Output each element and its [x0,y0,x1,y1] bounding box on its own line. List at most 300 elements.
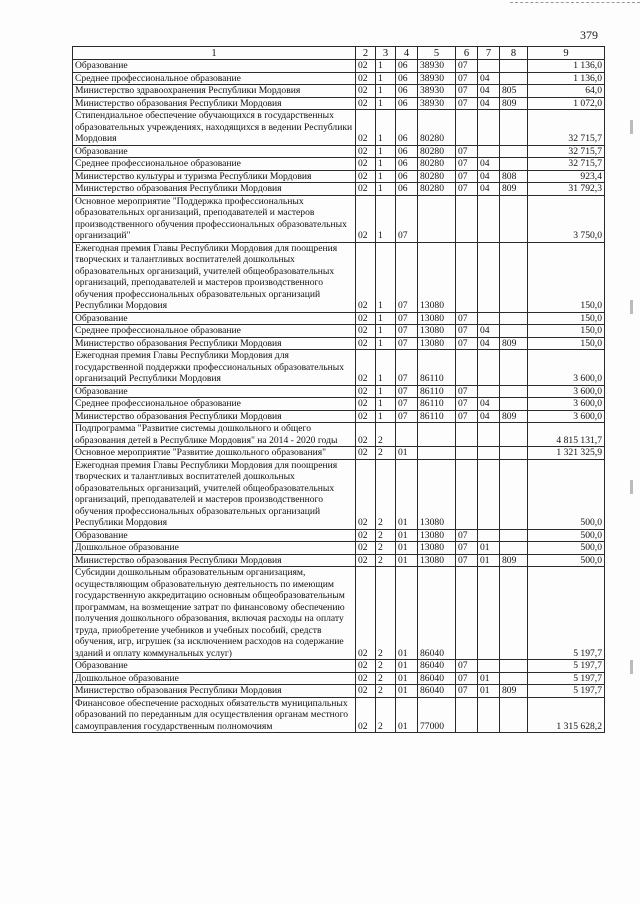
code-cell: 2 [376,685,396,698]
code-cell: 01 [478,554,500,567]
row-name-cell: Образование [73,145,356,158]
code-cell: 809 [500,97,528,110]
code-cell: 01 [396,459,418,529]
row-name-cell: Среднее профессиональное образование [73,72,356,85]
row-name-cell: Образование [73,385,356,398]
amount-cell: 3 600,0 [528,385,605,398]
code-cell [500,447,528,460]
table-row [73,195,605,242]
amount-cell: 1 136,0 [528,72,605,85]
table-row [73,529,605,542]
code-cell: 02 [356,170,376,183]
code-cell [456,195,478,242]
amount-cell: 31 792,3 [528,183,605,196]
code-cell [456,447,478,460]
amount-cell: 150,0 [528,242,605,312]
header-cell: 4 [396,47,418,60]
code-cell: 04 [478,170,500,183]
code-cell: 02 [356,410,376,423]
code-cell: 07 [396,350,418,386]
code-cell: 38930 [418,85,456,98]
amount-cell: 5 197,7 [528,660,605,673]
code-cell [418,447,456,460]
table-row [73,423,605,447]
code-cell: 2 [376,447,396,460]
code-cell: 06 [396,158,418,171]
table-row [73,72,605,85]
row-name-cell: Министерство культуры и туризма Республики Мордовия [73,170,356,183]
code-cell: 1 [376,170,396,183]
code-cell [500,423,528,447]
code-cell [478,459,500,529]
code-cell [500,697,528,733]
code-cell: 13080 [418,325,456,338]
code-cell: 38930 [418,97,456,110]
header-cell: 8 [500,47,528,60]
code-cell [456,567,478,660]
row-name-cell: Субсидии дошкольным образовательным организациям, осуществляющим образовательную деятельность по имеющим государственную аккредитацию основным общеобразовательным программам, на возмещение затрат по финансовому обеспечению получения дошкольного образования, включая расходы на оплату труда, приобретение учебников и учебных пособий, средств обучения, игр, игрушек (за исключением расходов на содержание зданий и оплату коммунальных услуг) [73,567,356,660]
code-cell [456,350,478,386]
code-cell: 07 [456,660,478,673]
code-cell: 02 [356,145,376,158]
table-row [73,398,605,411]
code-cell: 1 [376,242,396,312]
code-cell: 01 [478,685,500,698]
code-cell: 02 [356,337,376,350]
amount-cell: 5 197,7 [528,567,605,660]
code-cell: 2 [376,672,396,685]
row-name-cell: Министерство образования Республики Мордовия [73,410,356,423]
code-cell [500,60,528,73]
table-row [73,145,605,158]
code-cell: 86110 [418,385,456,398]
amount-cell: 4 815 131,7 [528,423,605,447]
amount-cell: 150,0 [528,325,605,338]
row-name-cell: Дошкольное образование [73,672,356,685]
code-cell: 07 [396,195,418,242]
code-cell [418,423,456,447]
code-cell: 809 [500,554,528,567]
code-cell: 2 [376,697,396,733]
amount-cell: 64,0 [528,85,605,98]
amount-cell: 1 072,0 [528,97,605,110]
row-name-cell: Образование [73,529,356,542]
page-number: 379 [580,28,598,42]
code-cell: 07 [456,325,478,338]
code-cell: 02 [356,660,376,673]
row-name-cell: Основное мероприятие "Поддержка профессиональных образовательных организаций, преподавателей и мастеров производственного обучения профессиональных образовательных организаций" [73,195,356,242]
code-cell: 1 [376,110,396,146]
code-cell: 1 [376,158,396,171]
header-cell: 9 [528,47,605,60]
code-cell: 01 [396,529,418,542]
code-cell: 1 [376,60,396,73]
code-cell [478,110,500,146]
code-cell: 805 [500,85,528,98]
row-name-cell: Финансовое обеспечение расходных обязательств муниципальных образований по переданным для осуществления органам местного самоуправления государственным полномочиям [73,697,356,733]
row-name-cell: Основное мероприятие "Развитие дошкольного образования" [73,447,356,460]
row-name-cell: Министерство образования Республики Мордовия [73,183,356,196]
code-cell: 04 [478,158,500,171]
code-cell: 07 [396,242,418,312]
code-cell: 07 [456,337,478,350]
row-name-cell: Министерство образования Республики Мордовия [73,97,356,110]
code-cell: 07 [456,385,478,398]
table-row [73,325,605,338]
code-cell: 02 [356,542,376,555]
code-cell: 07 [456,145,478,158]
amount-cell: 3 600,0 [528,398,605,411]
code-cell: 04 [478,410,500,423]
code-cell: 809 [500,410,528,423]
code-cell: 1 [376,385,396,398]
code-cell: 1 [376,410,396,423]
code-cell: 1 [376,350,396,386]
code-cell: 06 [396,145,418,158]
table-row [73,97,605,110]
code-cell [500,110,528,146]
code-cell: 02 [356,60,376,73]
code-cell: 01 [396,554,418,567]
amount-cell: 3 600,0 [528,350,605,386]
amount-cell: 3 750,0 [528,195,605,242]
row-name-cell: Министерство образования Республики Мордовия [73,337,356,350]
code-cell [500,195,528,242]
code-cell: 07 [456,672,478,685]
header-cell: 6 [456,47,478,60]
code-cell: 07 [456,158,478,171]
table-row [73,685,605,698]
amount-cell: 500,0 [528,459,605,529]
code-cell: 809 [500,685,528,698]
code-cell: 86040 [418,685,456,698]
code-cell [500,242,528,312]
code-cell [478,242,500,312]
header-cell: 5 [418,47,456,60]
code-cell [500,72,528,85]
code-cell: 04 [478,97,500,110]
code-cell: 02 [356,398,376,411]
amount-cell: 1 136,0 [528,60,605,73]
code-cell: 1 [376,85,396,98]
code-cell: 01 [396,672,418,685]
code-cell [456,242,478,312]
code-cell: 01 [396,542,418,555]
row-name-cell: Министерство образования Республики Мордовия [73,554,356,567]
code-cell: 809 [500,183,528,196]
row-name-cell: Среднее профессиональное образование [73,398,356,411]
amount-cell: 32 715,7 [528,158,605,171]
code-cell: 07 [456,529,478,542]
code-cell: 1 [376,398,396,411]
code-cell: 86040 [418,567,456,660]
code-cell: 07 [456,72,478,85]
code-cell: 1 [376,97,396,110]
amount-cell: 32 715,7 [528,110,605,146]
row-name-cell: Министерство здравоохранения Республики Мордовия [73,85,356,98]
row-name-cell: Образование [73,60,356,73]
code-cell [456,110,478,146]
code-cell: 02 [356,459,376,529]
code-cell [500,398,528,411]
code-cell: 07 [396,398,418,411]
code-cell [478,529,500,542]
code-cell: 1 [376,312,396,325]
code-cell [500,567,528,660]
code-cell [500,660,528,673]
code-cell: 06 [396,97,418,110]
table-row [73,170,605,183]
code-cell: 1 [376,325,396,338]
header-cell: 7 [478,47,500,60]
code-cell: 2 [376,660,396,673]
code-cell: 13080 [418,337,456,350]
table-row [73,337,605,350]
code-cell: 01 [396,660,418,673]
amount-cell: 923,4 [528,170,605,183]
code-cell: 07 [456,312,478,325]
code-cell: 04 [478,398,500,411]
code-cell: 2 [376,542,396,555]
code-cell: 02 [356,672,376,685]
code-cell: 02 [356,195,376,242]
code-cell: 86040 [418,660,456,673]
budget-table [72,46,605,733]
code-cell: 06 [396,110,418,146]
code-cell [500,459,528,529]
code-cell: 80280 [418,158,456,171]
code-cell: 07 [456,554,478,567]
row-name-cell: Ежегодная премия Главы Республики Мордовия для поощрения творческих и талантливых воспитателей дошкольных образовательных организаций, учителей общеобразовательных организаций, преподавателей и мастеров производственного обучения профессиональных образовательных организаций Республики Мордовия [73,242,356,312]
code-cell: 38930 [418,60,456,73]
amount-cell: 3 600,0 [528,410,605,423]
code-cell: 06 [396,72,418,85]
code-cell: 07 [456,542,478,555]
amount-cell: 1 315 628,2 [528,697,605,733]
code-cell [478,145,500,158]
code-cell: 80280 [418,110,456,146]
code-cell: 13080 [418,242,456,312]
code-cell [478,447,500,460]
row-name-cell: Образование [73,660,356,673]
code-cell: 06 [396,85,418,98]
code-cell: 02 [356,685,376,698]
code-cell: 06 [396,170,418,183]
table-row [73,459,605,529]
code-cell: 02 [356,110,376,146]
code-cell: 1 [376,337,396,350]
code-cell [478,423,500,447]
code-cell: 38930 [418,72,456,85]
code-cell: 1 [376,183,396,196]
code-cell: 2 [376,529,396,542]
code-cell: 13080 [418,459,456,529]
table-row [73,350,605,386]
code-cell: 13080 [418,554,456,567]
row-name-cell: Образование [73,312,356,325]
code-cell [396,423,418,447]
amount-cell: 32 715,7 [528,145,605,158]
row-name-cell: Министерство образования Республики Мордовия [73,685,356,698]
code-cell: 07 [396,325,418,338]
code-cell: 02 [356,183,376,196]
row-name-cell: Подпрограмма "Развитие системы дошкольного и общего образования детей в Республике Мордовия" на 2014 - 2020 годы [73,423,356,447]
code-cell: 07 [396,312,418,325]
code-cell: 2 [376,567,396,660]
code-cell: 07 [456,170,478,183]
code-cell: 07 [456,183,478,196]
code-cell: 07 [456,685,478,698]
code-cell: 01 [396,567,418,660]
table-row [73,158,605,171]
code-cell: 02 [356,567,376,660]
code-cell: 02 [356,385,376,398]
table-row [73,85,605,98]
code-cell: 13080 [418,542,456,555]
code-cell: 02 [356,72,376,85]
code-cell [500,542,528,555]
code-cell: 01 [396,685,418,698]
amount-cell: 500,0 [528,529,605,542]
code-cell: 02 [356,242,376,312]
amount-cell: 150,0 [528,337,605,350]
code-cell [478,195,500,242]
code-cell: 02 [356,97,376,110]
code-cell: 1 [376,72,396,85]
code-cell: 809 [500,337,528,350]
code-cell: 02 [356,312,376,325]
code-cell: 04 [478,183,500,196]
amount-cell: 5 197,7 [528,672,605,685]
code-cell: 1 [376,145,396,158]
code-cell: 01 [396,447,418,460]
code-cell: 07 [456,398,478,411]
scan-edge-mark [510,2,640,3]
row-name-cell: Стипендиальное обеспечение обучающихся в государственных образовательных учреждениях, находящихся в ведении Республики Мордовия [73,110,356,146]
code-cell: 01 [396,697,418,733]
code-cell: 06 [396,183,418,196]
code-cell: 07 [456,410,478,423]
row-name-cell: Дошкольное образование [73,542,356,555]
table-row [73,410,605,423]
code-cell: 80280 [418,145,456,158]
code-cell [500,158,528,171]
code-cell [500,385,528,398]
code-cell: 2 [376,423,396,447]
code-cell [500,312,528,325]
code-cell [418,195,456,242]
code-cell [478,350,500,386]
code-cell: 2 [376,459,396,529]
scan-right-edge [630,0,634,905]
table-row [73,554,605,567]
code-cell: 07 [396,385,418,398]
code-cell [456,459,478,529]
code-cell: 06 [396,60,418,73]
code-cell: 02 [356,85,376,98]
code-cell: 07 [456,60,478,73]
amount-cell: 500,0 [528,554,605,567]
code-cell: 86110 [418,350,456,386]
code-cell: 07 [456,85,478,98]
code-cell [478,697,500,733]
code-cell: 07 [396,410,418,423]
code-cell: 04 [478,85,500,98]
table-row [73,110,605,146]
code-cell [456,697,478,733]
code-cell: 13080 [418,529,456,542]
code-cell [500,325,528,338]
row-name-cell: Ежегодная премия Главы Республики Мордовия для поощрения творческих и талантливых воспитателей дошкольных образовательных организаций, учителей общеобразовательных организаций, преподавателей и мастеров производственного обучения профессиональных образовательных организаций Республики Мордовия [73,459,356,529]
code-cell: 86040 [418,672,456,685]
table-row [73,697,605,733]
code-cell: 01 [478,542,500,555]
table-row [73,183,605,196]
code-cell [478,385,500,398]
header-cell: 1 [73,47,356,60]
code-cell: 02 [356,158,376,171]
table-row [73,542,605,555]
table-row [73,672,605,685]
amount-cell: 1 321 325,9 [528,447,605,460]
header-cell: 3 [376,47,396,60]
code-cell [500,350,528,386]
row-name-cell: Ежегодная премия Главы Республики Мордовия для государственной поддержки профессиональных образовательных организаций Республики Мордовия [73,350,356,386]
amount-cell: 150,0 [528,312,605,325]
code-cell: 02 [356,447,376,460]
code-cell: 02 [356,529,376,542]
table-row [73,60,605,73]
code-cell: 86110 [418,398,456,411]
code-cell: 80280 [418,183,456,196]
code-cell [500,529,528,542]
code-cell: 02 [356,350,376,386]
code-cell: 07 [456,97,478,110]
code-cell: 01 [478,672,500,685]
code-cell: 13080 [418,312,456,325]
code-cell: 04 [478,325,500,338]
code-cell [478,60,500,73]
code-cell [478,312,500,325]
code-cell: 02 [356,554,376,567]
amount-cell: 500,0 [528,542,605,555]
row-name-cell: Среднее профессиональное образование [73,325,356,338]
code-cell: 02 [356,423,376,447]
code-cell [478,660,500,673]
code-cell: 80280 [418,170,456,183]
code-cell: 04 [478,337,500,350]
code-cell: 77000 [418,697,456,733]
code-cell [478,567,500,660]
code-cell: 1 [376,195,396,242]
code-cell [500,672,528,685]
code-cell [456,423,478,447]
table-row [73,312,605,325]
row-name-cell: Среднее профессиональное образование [73,158,356,171]
code-cell: 86110 [418,410,456,423]
code-cell: 07 [396,337,418,350]
table-row [73,660,605,673]
code-cell: 808 [500,170,528,183]
code-cell: 02 [356,697,376,733]
table-row [73,385,605,398]
amount-cell: 5 197,7 [528,685,605,698]
code-cell: 02 [356,325,376,338]
table-row [73,567,605,660]
code-cell: 04 [478,72,500,85]
table-header-row [73,47,605,60]
code-cell [500,145,528,158]
